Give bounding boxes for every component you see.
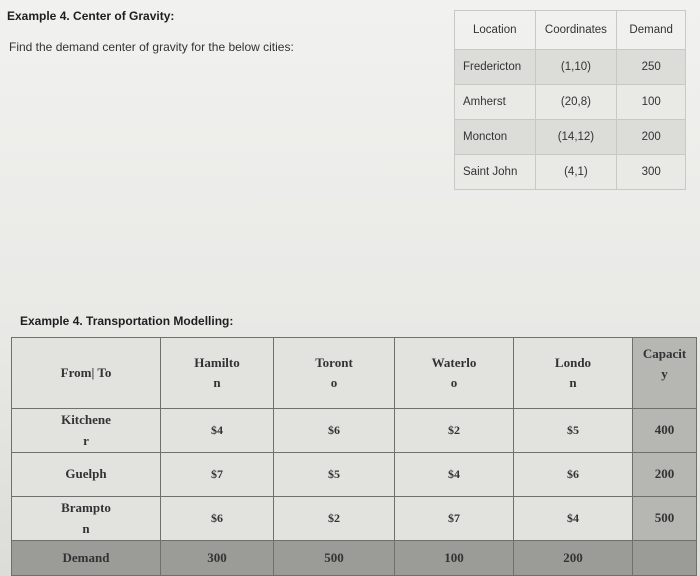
header-location: Location [455,11,536,50]
source-label: Guelph [65,466,107,482]
dest-label: Waterlo [431,354,477,370]
source-label: Brampto [61,500,111,516]
transportation-table [11,337,697,576]
location-cell: Moncton [455,120,536,155]
table-row [12,453,697,497]
dest-label-cont: o [330,375,338,390]
dest-label-cont: n [569,375,577,390]
dest-label: Hamilto [194,354,240,370]
source-label-cont: n [82,520,90,536]
dest-header-hamilton [161,338,274,409]
cost-cell: $2 [274,497,395,541]
source-kitchener [12,409,161,453]
demand-cell: 100 [617,85,686,120]
coordinates-cell: (4,1) [535,155,617,190]
dest-header-london [514,338,633,409]
location-cell: Amherst [455,85,536,120]
capacity-header [633,338,697,409]
coordinates-cell: (1,10) [535,50,617,85]
demand-cell: 500 [274,541,395,576]
corner-header [12,338,161,409]
table-row [12,497,697,541]
cog-header-row [455,11,686,50]
cog-title: Example 4. Center of Gravity: [7,9,175,23]
cost-cell: $6 [274,409,395,453]
cost-cell: $4 [395,453,514,497]
dest-label-cont: o [450,375,458,390]
demand-cell: 300 [617,155,686,190]
source-brampton [12,497,161,541]
cost-cell: $6 [514,453,633,497]
demand-row [12,541,697,576]
coordinates-cell: (20,8) [535,85,617,120]
capacity-label-cont: y [661,366,668,382]
dest-label: Toront [315,354,353,370]
transport-header-row [12,338,697,409]
cost-cell: $5 [274,453,395,497]
source-guelph [12,453,161,497]
transport-title: Example 4. Transportation Modelling: [20,314,234,328]
demand-cell: 300 [161,541,274,576]
corner-label: From| To [60,364,112,380]
demand-cell: 200 [617,120,686,155]
table-row [12,409,697,453]
demand-cell: 200 [514,541,633,576]
location-cell: Saint John [455,155,536,190]
center-of-gravity-table [454,10,686,190]
header-coordinates: Coordinates [535,11,617,50]
table-row [455,120,686,155]
demand-label: Demand [12,541,161,576]
empty-cell [633,541,697,576]
coordinates-cell: (14,12) [535,120,617,155]
cog-prompt: Find the demand center of gravity for the below cities: [9,40,294,54]
capacity-label: Capacit [642,346,687,361]
cost-cell: $4 [161,409,274,453]
demand-cell: 100 [395,541,514,576]
cost-cell: $6 [161,497,274,541]
source-label: Kitchene [61,412,111,428]
cost-cell: $7 [161,453,274,497]
table-row [455,155,686,190]
dest-header-waterloo [395,338,514,409]
table-row [455,50,686,85]
table-row [455,85,686,120]
cost-cell: $7 [395,497,514,541]
cost-cell: $4 [514,497,633,541]
dest-label-cont: n [213,375,221,390]
cost-cell: $5 [514,409,633,453]
capacity-cell: 500 [633,497,697,541]
dest-header-toronto [274,338,395,409]
dest-label: Londo [554,354,592,370]
demand-cell: 250 [617,50,686,85]
source-label-cont: r [83,432,89,448]
header-demand: Demand [617,11,686,50]
cost-cell: $2 [395,409,514,453]
capacity-cell: 200 [633,453,697,497]
capacity-cell: 400 [633,409,697,453]
location-cell: Fredericton [455,50,536,85]
